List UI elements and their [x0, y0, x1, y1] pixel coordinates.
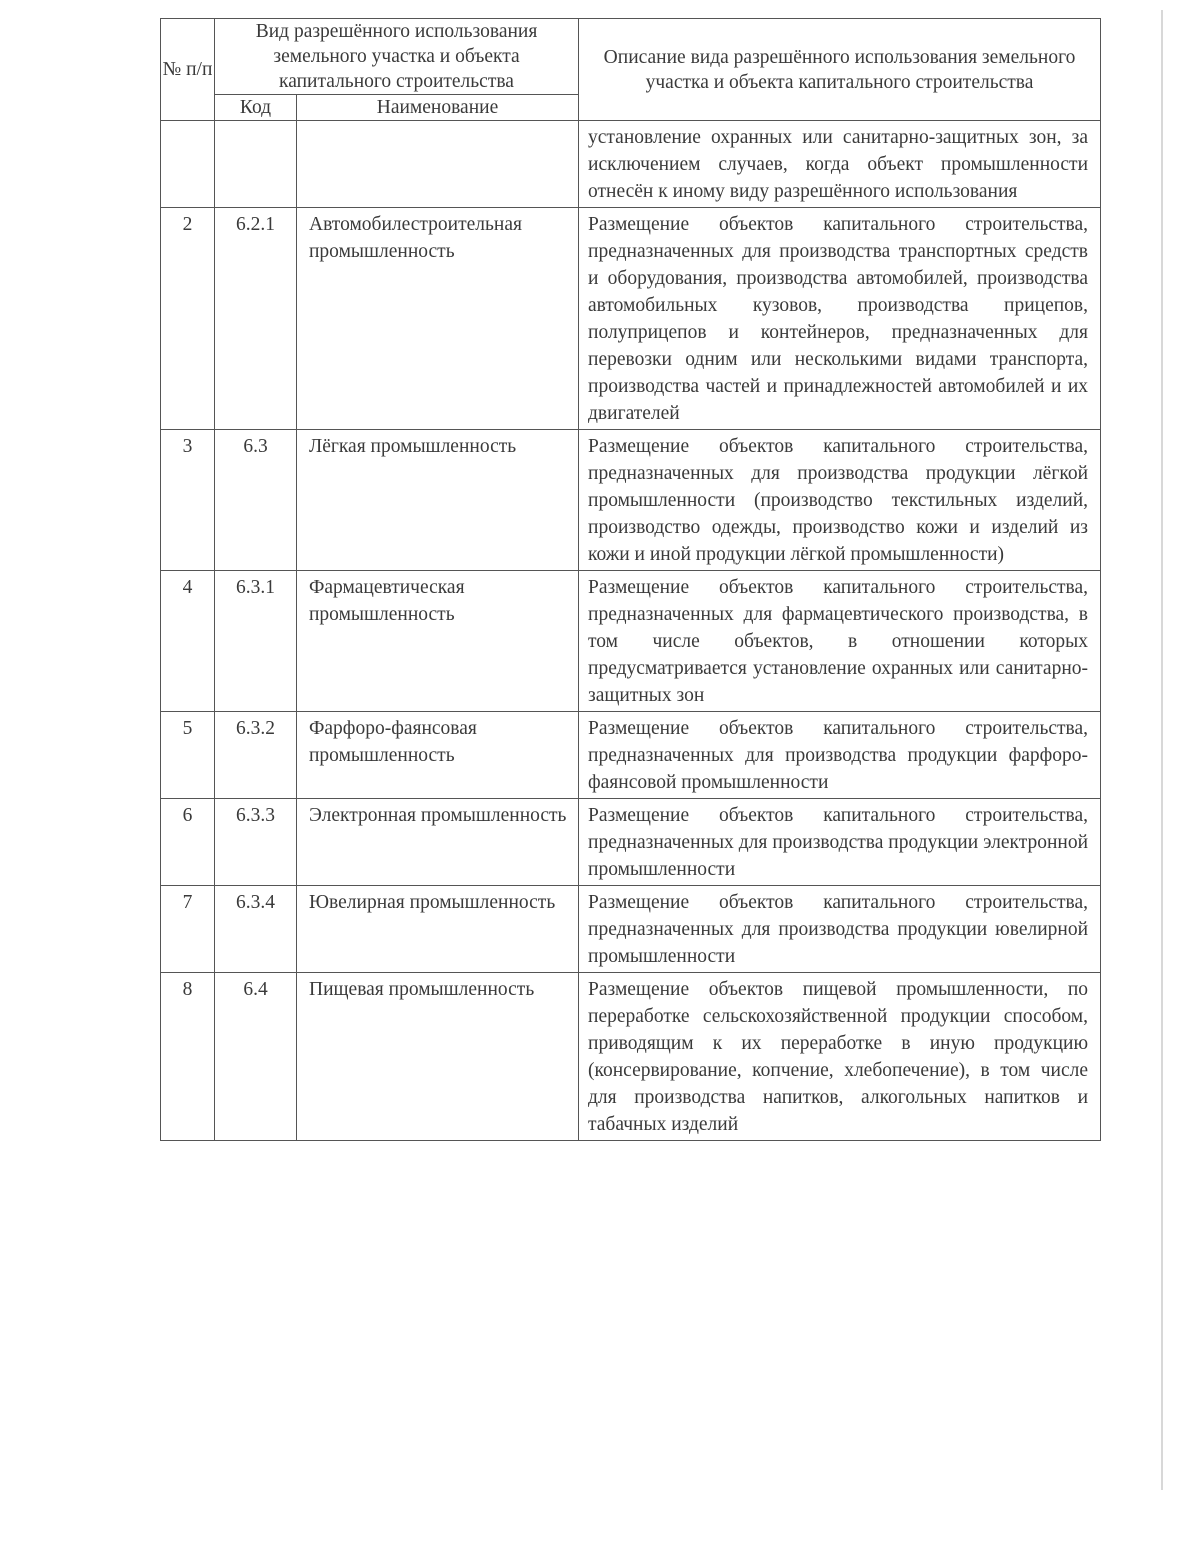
cell-description: Размещение объектов капитального строительства, предназначенных для фармацевтического производства, в том числе объектов, в отношении которых предусматривается установление охранных или санитарно-защитных зон	[579, 571, 1101, 712]
cell-name	[297, 121, 579, 208]
cell-name: Фармацевтическая промышленность	[297, 571, 579, 712]
cell-code: 6.2.1	[215, 208, 297, 430]
table-row	[161, 973, 1101, 1141]
page-edge-line	[1161, 10, 1163, 1490]
cell-name: Пищевая промышленность	[297, 973, 579, 1141]
header-name: Наименование	[297, 95, 579, 121]
cell-name: Автомобилестроительная промышленность	[297, 208, 579, 430]
cell-code	[215, 121, 297, 208]
cell-number: 3	[161, 430, 215, 571]
cell-description: Размещение объектов капитального строительства, предназначенных для производства продукции лёгкой промышленности (производство текстильных изделий, производство одежды, производство кожи и изделий из кожи и иной продукции лёгкой промышленности)	[579, 430, 1101, 571]
header-land-use-type: Вид разрешённого использования земельного участка и объекта капитального строительства	[215, 19, 579, 95]
table-row	[161, 886, 1101, 973]
table-row	[161, 208, 1101, 430]
cell-description: Размещение объектов капитального строительства, предназначенных для производства транспортных средств и оборудования, производства автомобилей, производства автомобильных кузовов, производства прицепов, полуприцепов и контейнеров, предназначенных для перевозки одним или несколькими видами транспорта, производства частей и принадлежностей автомобилей и их двигателей	[579, 208, 1101, 430]
cell-number: 5	[161, 712, 215, 799]
cell-code: 6.3.1	[215, 571, 297, 712]
cell-number: 4	[161, 571, 215, 712]
cell-description: Размещение объектов капитального строительства, предназначенных для производства продукции электронной промышленности	[579, 799, 1101, 886]
table-row	[161, 799, 1101, 886]
header-description: Описание вида разрешённого использования земельного участка и объекта капитального строительства	[579, 19, 1101, 121]
cell-name: Лёгкая промышленность	[297, 430, 579, 571]
table-body	[161, 121, 1101, 1141]
table-row-continuation	[161, 121, 1101, 208]
header-code: Код	[215, 95, 297, 121]
cell-description: Размещение объектов капитального строительства, предназначенных для производства продукции ювелирной промышленности	[579, 886, 1101, 973]
cell-code: 6.3.3	[215, 799, 297, 886]
cell-name: Электронная промышленность	[297, 799, 579, 886]
table-row	[161, 712, 1101, 799]
cell-code: 6.3	[215, 430, 297, 571]
cell-number: 8	[161, 973, 215, 1141]
header-number: № п/п	[161, 19, 215, 121]
cell-code: 6.3.4	[215, 886, 297, 973]
table-row	[161, 430, 1101, 571]
cell-description: установление охранных или санитарно-защитных зон, за исключением случаев, когда объект промышленности отнесён к иному виду разрешённого использования	[579, 121, 1101, 208]
table-header	[161, 19, 1101, 121]
land-use-table	[160, 18, 1101, 1141]
cell-number: 7	[161, 886, 215, 973]
cell-name: Ювелирная промышленность	[297, 886, 579, 973]
cell-description: Размещение объектов пищевой промышленности, по переработке сельскохозяйственной продукции способом, приводящим к их переработке в иную продукцию (консервирование, копчение, хлебопечение), в том числе для производства напитков, алкогольных напитков и табачных изделий	[579, 973, 1101, 1141]
cell-description: Размещение объектов капитального строительства, предназначенных для производства продукции фарфоро-фаянсовой промышленности	[579, 712, 1101, 799]
cell-code: 6.3.2	[215, 712, 297, 799]
cell-number: 2	[161, 208, 215, 430]
table-row	[161, 571, 1101, 712]
cell-number: 6	[161, 799, 215, 886]
cell-number	[161, 121, 215, 208]
cell-name: Фарфоро-фаянсовая промышленность	[297, 712, 579, 799]
cell-code: 6.4	[215, 973, 297, 1141]
